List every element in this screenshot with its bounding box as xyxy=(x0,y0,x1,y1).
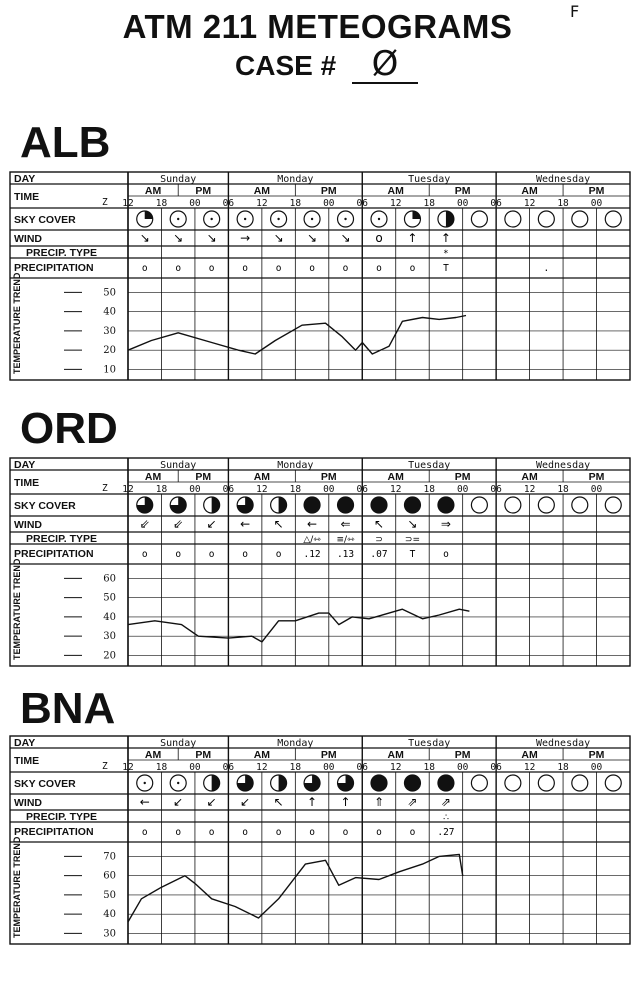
precipitation-value: .13 xyxy=(336,549,355,560)
precipitation-value: . xyxy=(543,263,550,274)
sky-cover-dot xyxy=(144,782,146,784)
sky-cover-dot xyxy=(177,218,179,220)
precip-type-label: PRECIP. TYPE xyxy=(26,533,97,545)
temp-tick-label: 50 xyxy=(103,592,116,604)
hour-label: 06 xyxy=(490,198,502,209)
hour-label: 12 xyxy=(390,198,402,209)
am-label: AM xyxy=(521,749,538,761)
hour-label: 12 xyxy=(523,198,536,209)
station-title-alb: ALB xyxy=(20,118,111,167)
precipitation-value: o xyxy=(376,827,382,838)
am-label: AM xyxy=(521,185,538,197)
hour-label: 12 xyxy=(122,198,134,209)
precipitation-value: o xyxy=(443,549,449,560)
wind-symbol: ⇗ xyxy=(440,795,451,809)
temp-tick-label: 20 xyxy=(103,345,116,357)
temperature-trend-label: TEMPERATURE TREND xyxy=(12,558,22,660)
day-label: DAY xyxy=(14,737,36,749)
am-label: AM xyxy=(387,471,404,483)
pm-label: PM xyxy=(195,185,212,197)
precipitation-value: o xyxy=(141,827,148,838)
wind-symbol: ↘ xyxy=(407,517,418,531)
wind-symbol: ↑ xyxy=(440,231,451,245)
pm-label: PM xyxy=(454,749,471,761)
station-title-bna: BNA xyxy=(20,684,116,733)
wind-symbol: ⇒ xyxy=(440,517,451,531)
precipitation-value: o xyxy=(175,263,182,274)
pm-label: PM xyxy=(195,749,212,761)
day-header-wednesday: Wednesday xyxy=(535,174,591,185)
day-header-sunday: Sunday xyxy=(160,174,197,185)
sky-cover-fill xyxy=(304,497,320,513)
precip-type-label: PRECIP. TYPE xyxy=(26,247,97,259)
page-title: ATM 211 METEOGRAMS xyxy=(122,8,513,45)
wind-label: WIND xyxy=(14,233,42,245)
z-label: Z xyxy=(102,761,108,772)
wind-symbol: ↘ xyxy=(206,231,217,245)
precip-type-symbol: ∴ xyxy=(443,813,449,823)
hour-label: 00 xyxy=(456,762,469,773)
precipitation-value: .27 xyxy=(437,827,455,838)
day-header-tuesday: Tuesday xyxy=(408,174,451,185)
wind-symbol: ↑ xyxy=(307,795,318,809)
temp-tick-label: 70 xyxy=(103,851,116,863)
precip-type-label: PRECIP. TYPE xyxy=(26,811,97,823)
precipitation-label: PRECIPITATION xyxy=(14,826,94,838)
precipitation-value: o xyxy=(175,827,182,838)
wind-symbol: ↙ xyxy=(206,517,217,531)
sky-cover-circle xyxy=(471,775,487,791)
day-header-wednesday: Wednesday xyxy=(535,738,591,749)
hour-label: 12 xyxy=(256,198,268,209)
hour-label: 00 xyxy=(590,484,603,495)
sky-cover-dot xyxy=(177,782,179,784)
z-label: Z xyxy=(102,483,108,494)
station-title-ord: ORD xyxy=(20,404,118,453)
precipitation-value: T xyxy=(443,263,449,274)
wind-symbol: ↖ xyxy=(273,517,284,531)
temp-tick-label: 10 xyxy=(103,364,116,376)
hour-label: 06 xyxy=(222,762,235,773)
precipitation-value: o xyxy=(141,263,148,274)
hour-label: 06 xyxy=(356,762,368,773)
time-label: TIME xyxy=(14,755,40,767)
wind-symbol: ⇐ xyxy=(340,517,351,531)
temp-tick-label: 50 xyxy=(103,889,116,901)
sky-cover-label: SKY COVER xyxy=(14,778,76,790)
hour-label: 00 xyxy=(189,198,201,209)
precip-type-symbol: ⊃= xyxy=(404,535,421,545)
sky-cover-circle xyxy=(505,497,521,513)
sky-cover-circle xyxy=(572,211,588,227)
sky-cover-circle xyxy=(505,211,521,227)
wind-symbol: ↘ xyxy=(139,231,150,245)
sky-cover-fill xyxy=(338,497,354,513)
wind-symbol: o xyxy=(375,231,383,245)
wind-symbol: ⇙ xyxy=(139,517,150,531)
precipitation-value: o xyxy=(208,549,215,560)
hour-label: 12 xyxy=(122,484,134,495)
z-label: Z xyxy=(102,197,108,208)
sky-cover-circle xyxy=(505,775,521,791)
sky-cover-fill xyxy=(279,775,287,791)
hour-label: 18 xyxy=(557,762,569,773)
wind-symbol: ⇗ xyxy=(407,795,418,809)
day-header-sunday: Sunday xyxy=(160,738,197,749)
case-number-field[interactable]: Ø xyxy=(352,44,418,84)
precipitation-value: o xyxy=(376,263,382,274)
time-label: TIME xyxy=(14,477,40,489)
precipitation-value: o xyxy=(275,549,282,560)
wind-symbol: ↙ xyxy=(206,795,217,809)
sky-cover-fill xyxy=(412,211,420,219)
pm-label: PM xyxy=(588,749,605,761)
hour-label: 06 xyxy=(222,198,235,209)
temperature-trend-label: TEMPERATURE TREND xyxy=(12,836,22,938)
sky-cover-circle xyxy=(471,497,487,513)
am-label: AM xyxy=(521,471,538,483)
hour-label: 00 xyxy=(189,484,201,495)
wind-symbol: ↑ xyxy=(340,795,351,809)
temp-tick-label: 20 xyxy=(103,650,116,662)
precipitation-value: o xyxy=(275,263,282,274)
pm-label: PM xyxy=(320,471,337,483)
sky-cover-fill xyxy=(438,497,454,513)
hour-label: 18 xyxy=(557,484,569,495)
precipitation-value: o xyxy=(309,827,315,838)
sky-cover-label: SKY COVER xyxy=(14,500,76,512)
precipitation-value: o xyxy=(409,263,416,274)
day-header-monday: Monday xyxy=(277,460,314,471)
wind-symbol: → xyxy=(240,231,251,245)
wind-symbol: ↙ xyxy=(240,795,251,809)
pm-label: PM xyxy=(588,185,605,197)
precipitation-value: .07 xyxy=(370,549,388,560)
precipitation-value: o xyxy=(141,549,148,560)
hour-label: 00 xyxy=(323,762,335,773)
hour-label: 18 xyxy=(155,198,168,209)
sky-cover-circle xyxy=(572,775,588,791)
precipitation-value: o xyxy=(409,827,416,838)
precipitation-value: .12 xyxy=(303,549,321,560)
hour-label: 18 xyxy=(155,762,168,773)
day-header-tuesday: Tuesday xyxy=(408,738,451,749)
hour-label: 18 xyxy=(289,762,302,773)
sky-cover-dot xyxy=(378,218,380,220)
am-label: AM xyxy=(387,185,404,197)
sky-cover-fill xyxy=(404,775,420,791)
hour-label: 18 xyxy=(423,198,435,209)
wind-symbol: ↑ xyxy=(407,231,418,245)
temp-tick-label: 60 xyxy=(103,573,116,585)
case-label: CASE # xyxy=(235,50,337,81)
precip-type-symbol: ⊃ xyxy=(375,535,383,545)
temperature-trend-label: TEMPERATURE TREND xyxy=(12,272,22,374)
hour-label: 06 xyxy=(490,484,502,495)
hour-label: 00 xyxy=(323,198,335,209)
hour-label: 12 xyxy=(390,762,402,773)
precipitation-value: o xyxy=(175,549,182,560)
hour-label: 12 xyxy=(390,484,402,495)
pm-label: PM xyxy=(195,471,212,483)
sky-cover-fill xyxy=(212,775,220,791)
wind-symbol: ← xyxy=(307,517,318,531)
wind-label: WIND xyxy=(14,797,42,809)
hour-label: 06 xyxy=(490,762,502,773)
am-label: AM xyxy=(387,749,404,761)
wind-symbol: ⇙ xyxy=(173,517,184,531)
sky-cover-circle xyxy=(605,497,621,513)
temp-tick-label: 30 xyxy=(103,928,116,940)
pm-label: PM xyxy=(454,471,471,483)
pm-label: PM xyxy=(454,185,471,197)
sky-cover-dot xyxy=(277,218,279,220)
precipitation-value: o xyxy=(342,827,349,838)
am-label: AM xyxy=(253,185,271,197)
hour-label: 18 xyxy=(155,484,168,495)
wind-symbol: ← xyxy=(240,517,251,531)
precipitation-value: o xyxy=(342,263,349,274)
sky-cover-dot xyxy=(244,218,246,220)
temp-tick-label: 30 xyxy=(103,325,116,337)
sky-cover-fill xyxy=(279,497,287,513)
temp-tick-label: 60 xyxy=(103,870,116,882)
day-header-sunday: Sunday xyxy=(160,460,197,471)
precipitation-value: o xyxy=(208,263,215,274)
hour-label: 06 xyxy=(222,484,235,495)
precipitation-label: PRECIPITATION xyxy=(14,262,94,274)
time-label: TIME xyxy=(14,191,40,203)
hour-label: 18 xyxy=(289,484,302,495)
hour-label: 12 xyxy=(256,762,268,773)
corner-note: F xyxy=(570,2,580,21)
am-label: AM xyxy=(253,749,271,761)
sky-cover-fill xyxy=(371,775,387,791)
wind-symbol: ↖ xyxy=(273,795,284,809)
hour-label: 18 xyxy=(423,484,435,495)
precipitation-value: o xyxy=(275,827,282,838)
am-label: AM xyxy=(144,749,162,761)
hour-label: 00 xyxy=(189,762,201,773)
hour-label: 12 xyxy=(523,762,536,773)
hour-label: 18 xyxy=(557,198,569,209)
day-label: DAY xyxy=(14,173,36,185)
hour-label: 12 xyxy=(122,762,134,773)
wind-symbol: ↘ xyxy=(340,231,351,245)
temp-tick-label: 40 xyxy=(103,611,116,623)
wind-symbol: ← xyxy=(139,795,150,809)
hour-label: 06 xyxy=(356,484,368,495)
precipitation-label: PRECIPITATION xyxy=(14,548,94,560)
precip-type-symbol: ≡/⇿ xyxy=(336,535,355,545)
hour-label: 00 xyxy=(590,198,603,209)
wind-symbol: ↖ xyxy=(373,517,385,531)
hour-label: 12 xyxy=(256,484,268,495)
temp-tick-label: 40 xyxy=(103,306,116,318)
day-header-tuesday: Tuesday xyxy=(408,460,451,471)
precipitation-value: T xyxy=(409,549,416,560)
sky-cover-circle xyxy=(538,775,554,791)
sky-cover-circle xyxy=(605,775,621,791)
am-label: AM xyxy=(144,185,162,197)
precipitation-value: o xyxy=(309,263,315,274)
sky-cover-fill xyxy=(145,211,153,219)
sky-cover-dot xyxy=(210,218,212,220)
precipitation-value: o xyxy=(242,263,249,274)
day-header-wednesday: Wednesday xyxy=(535,460,591,471)
hour-label: 00 xyxy=(590,762,603,773)
sky-cover-circle xyxy=(538,497,554,513)
temp-tick-label: 30 xyxy=(103,631,116,643)
wind-symbol: ↙ xyxy=(173,795,184,809)
sky-cover-label: SKY COVER xyxy=(14,214,76,226)
pm-label: PM xyxy=(320,185,337,197)
sky-cover-circle xyxy=(572,497,588,513)
hour-label: 12 xyxy=(523,484,536,495)
sky-cover-fill xyxy=(404,497,420,513)
station-alb-temperature-line xyxy=(128,316,466,355)
precipitation-value: o xyxy=(242,827,249,838)
sky-cover-dot xyxy=(344,218,346,220)
precip-type-symbol: * xyxy=(443,249,449,259)
precip-type-symbol: △/⇿ xyxy=(303,535,321,545)
sky-cover-circle xyxy=(538,211,554,227)
hour-label: 06 xyxy=(356,198,368,209)
sky-cover-circle xyxy=(605,211,621,227)
sky-cover-fill xyxy=(212,497,220,513)
wind-symbol: ⇑ xyxy=(373,795,385,809)
wind-label: WIND xyxy=(14,519,42,531)
temp-tick-label: 50 xyxy=(103,287,116,299)
sky-cover-fill xyxy=(446,211,454,227)
am-label: AM xyxy=(253,471,271,483)
day-header-monday: Monday xyxy=(277,738,314,749)
hour-label: 00 xyxy=(456,484,469,495)
precipitation-value: o xyxy=(242,549,249,560)
temp-tick-label: 40 xyxy=(103,909,116,921)
sky-cover-dot xyxy=(311,218,313,220)
hour-label: 18 xyxy=(423,762,435,773)
day-header-monday: Monday xyxy=(277,174,314,185)
wind-symbol: ↘ xyxy=(173,231,184,245)
hour-label: 18 xyxy=(289,198,302,209)
sky-cover-fill xyxy=(371,497,387,513)
wind-symbol: ↘ xyxy=(307,231,318,245)
day-label: DAY xyxy=(14,459,36,471)
wind-symbol: ↘ xyxy=(273,231,284,245)
sky-cover-fill xyxy=(438,775,454,791)
precipitation-value: o xyxy=(208,827,215,838)
sky-cover-circle xyxy=(471,211,487,227)
pm-label: PM xyxy=(320,749,337,761)
hour-label: 00 xyxy=(456,198,469,209)
hour-label: 00 xyxy=(323,484,335,495)
station-ord-temperature-line xyxy=(128,609,469,642)
pm-label: PM xyxy=(588,471,605,483)
am-label: AM xyxy=(144,471,162,483)
